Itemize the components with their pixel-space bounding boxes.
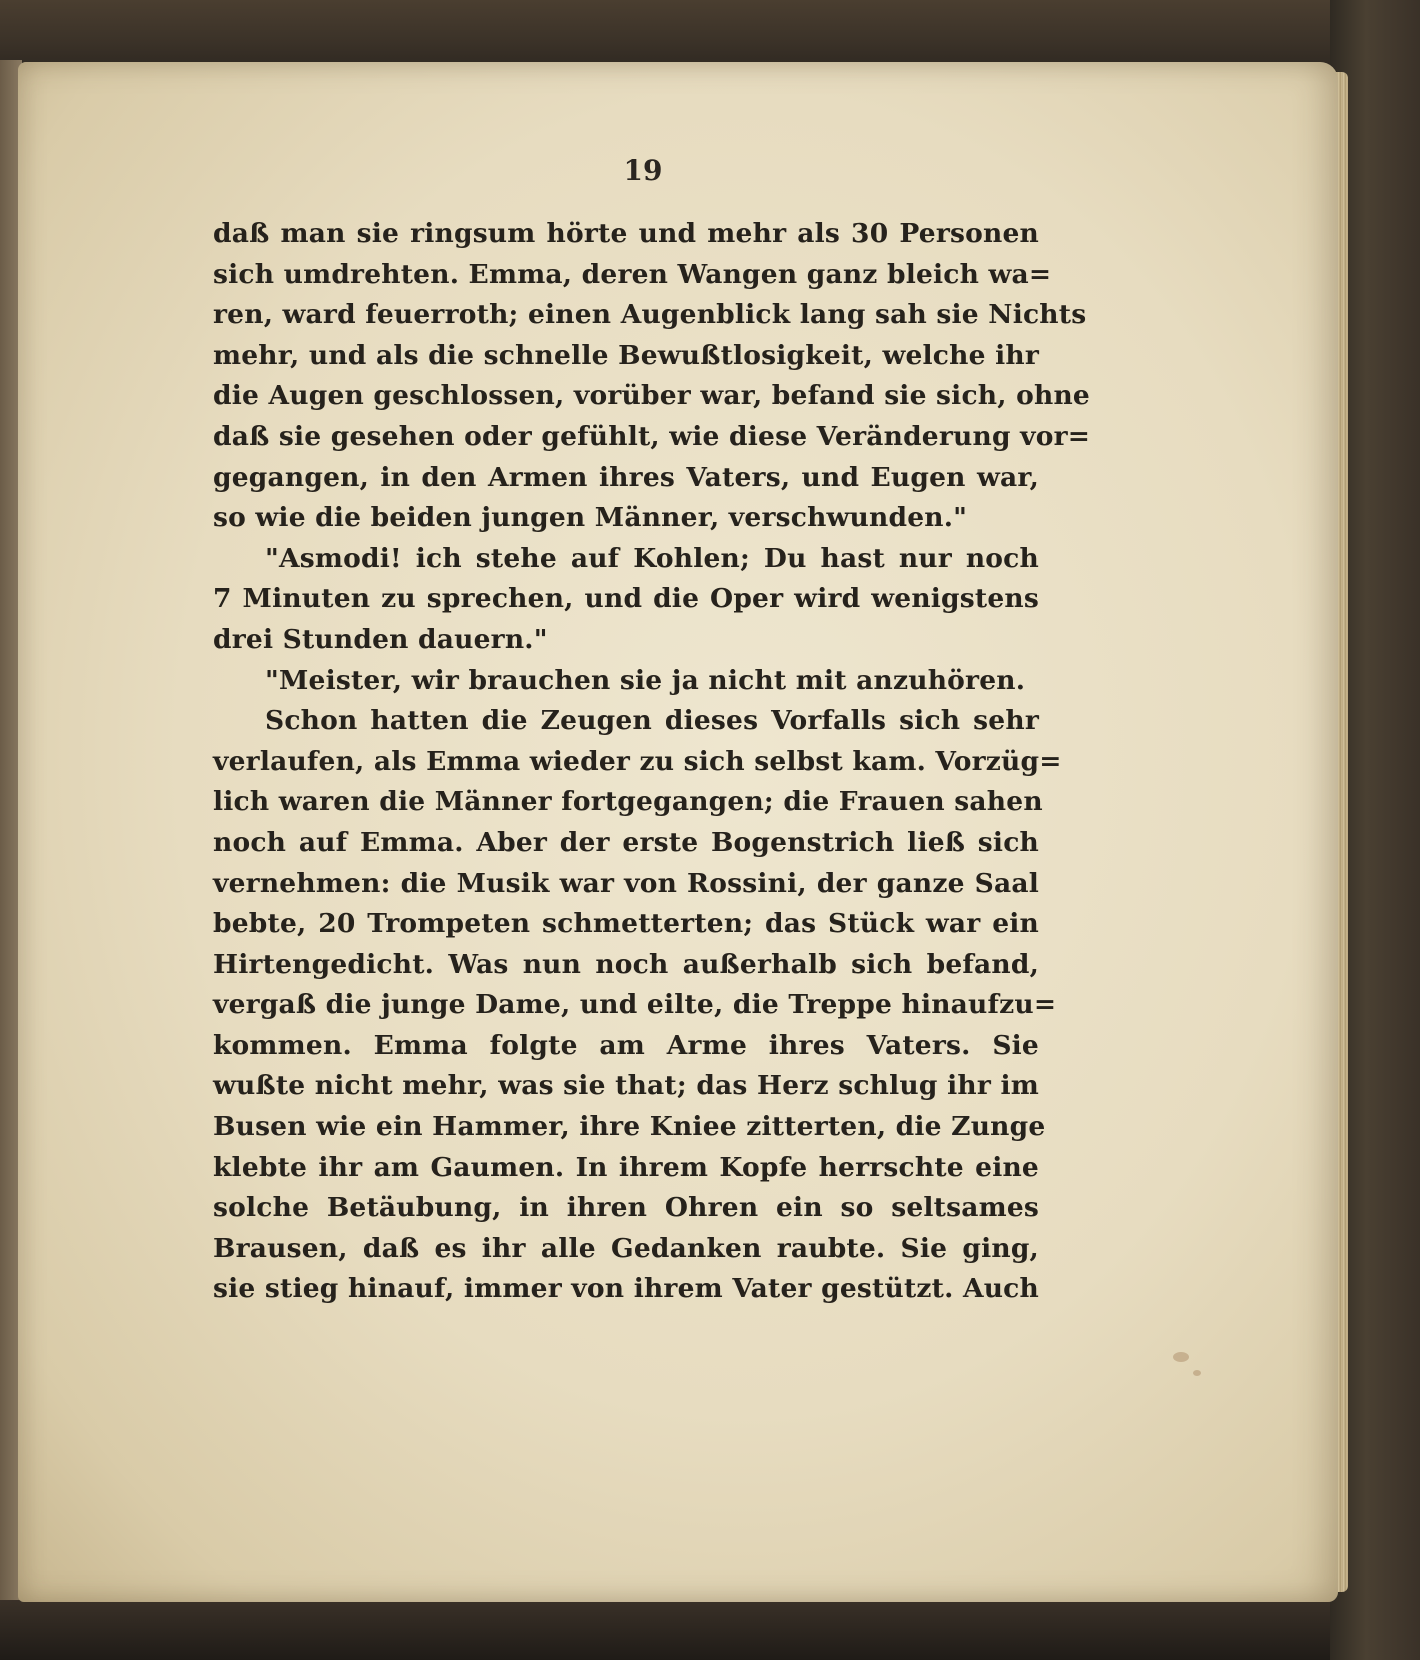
book-cover-top bbox=[0, 0, 1420, 70]
text-line: Busen wie ein Hammer, ihre Kniee zitterten, die Zunge bbox=[213, 1111, 1046, 1143]
text-line: verlaufen, als Emma wieder zu sich selbst kam. Vorzüg= bbox=[213, 745, 1062, 777]
text-line: Brausen, daß es ihr alle Gedanken raubte. Sie ging, bbox=[213, 1232, 1039, 1264]
text-line: lich waren die Männer fortgegangen; die Frauen sahen bbox=[213, 786, 1043, 818]
text-line: "Asmodi! ich stehe auf Kohlen; Du hast nur noch bbox=[265, 542, 1039, 574]
text-line: so wie die beiden jungen Männer, verschwunden." bbox=[213, 502, 968, 534]
text-line: vergaß die junge Dame, und eilte, die Treppe hinaufzu= bbox=[213, 989, 1057, 1021]
body-text bbox=[213, 214, 1091, 1310]
text-line: die Augen geschlossen, vorüber war, befand sie sich, ohne bbox=[213, 380, 1090, 412]
text-line: sich umdrehten. Emma, deren Wangen ganz bleich wa= bbox=[213, 258, 1052, 290]
text-line: ren, ward feuerroth; einen Augenblick lang sah sie Nichts bbox=[213, 299, 1087, 331]
paper-stain bbox=[1193, 1370, 1201, 1376]
text-line: mehr, und als die schnelle Bewußtlosigkeit, welche ihr bbox=[213, 339, 1039, 371]
text-line: solche Betäubung, in ihren Ohren ein so seltsames bbox=[213, 1192, 1039, 1224]
text-line: klebte ihr am Gaumen. In ihrem Kopfe herrschte eine bbox=[213, 1151, 1039, 1183]
text-line: sie stieg hinauf, immer von ihrem Vater gestützt. Auch bbox=[213, 1273, 1039, 1305]
paper-stain bbox=[1173, 1352, 1189, 1362]
text-line: daß man sie ringsum hörte und mehr als 30 Personen bbox=[213, 218, 1039, 249]
text-line: bebte, 20 Trompeten schmetterten; das Stück war ein bbox=[213, 908, 1039, 940]
text-line: 7 Minuten zu sprechen, und die Oper wird wenigstens bbox=[213, 583, 1039, 615]
book-page bbox=[18, 62, 1338, 1602]
text-line: gegangen, in den Armen ihres Vaters, und Eugen war, bbox=[213, 461, 1039, 493]
text-line: drei Stunden dauern." bbox=[213, 623, 548, 655]
text-line: daß sie gesehen oder gefühlt, wie diese Veränderung vor= bbox=[213, 420, 1091, 452]
text-line: Hirtengedicht. Was nun noch außerhalb sich befand, bbox=[213, 948, 1039, 980]
text-line: Schon hatten die Zeugen dieses Vorfalls sich sehr bbox=[265, 705, 1039, 737]
book-cover-bottom bbox=[0, 1600, 1420, 1660]
text-line: vernehmen: die Musik war von Rossini, der ganze Saal bbox=[213, 867, 1039, 899]
text-line: kommen. Emma folgte am Arme ihres Vaters. Sie bbox=[213, 1029, 1039, 1061]
page-number: 19 bbox=[623, 154, 663, 187]
text-line: noch auf Emma. Aber der erste Bogenstrich ließ sich bbox=[213, 826, 1039, 858]
text-line: wußte nicht mehr, was sie that; das Herz schlug ihr im bbox=[213, 1070, 1039, 1102]
text-line: "Meister, wir brauchen sie ja nicht mit anzuhören. bbox=[265, 664, 1026, 696]
